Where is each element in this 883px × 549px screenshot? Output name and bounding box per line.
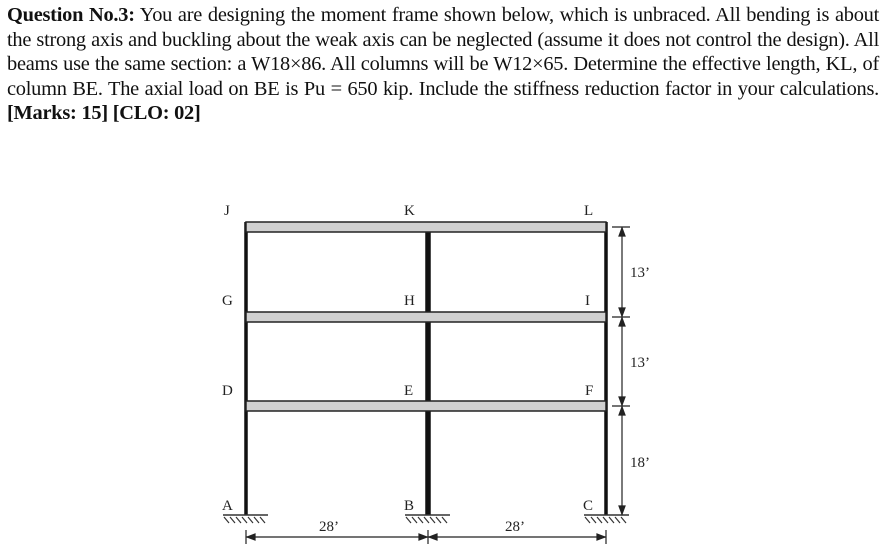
node-label-G: G (222, 293, 233, 309)
question-body: You are designing the moment frame shown below, which is unbraced. All bending is about the strong axis and buckling about the weak axis can be neglected (assume it does not control the design). All beams use the same section: a W18×86. All columns will be W12×65. Determine the effective length, KL, of column BE. The axial load on BE is Pu = 650 kip. Include the stiffness reduction factor in your calculations. (7, 4, 880, 100)
fixed-supports (223, 515, 629, 523)
node-label-K: K (404, 203, 415, 219)
story-height-middle: 13’ (630, 355, 650, 371)
node-label-D: D (222, 383, 233, 399)
node-label-E: E (404, 383, 414, 399)
question-heading: Question No.3: (7, 4, 135, 26)
beam-level2-GHI (246, 312, 606, 322)
beam-level1-DEF (246, 401, 606, 411)
story-height-top: 13’ (630, 265, 650, 281)
node-label-C: C (583, 498, 594, 514)
node-label-I: I (585, 293, 590, 309)
node-label-L: L (584, 203, 594, 219)
fixed-support-A (223, 515, 268, 523)
node-label-B: B (404, 498, 415, 514)
fixed-support-C (584, 515, 629, 523)
node-label-F: F (585, 383, 594, 399)
node-label-J: J (224, 203, 230, 219)
node-label-A: A (222, 498, 233, 514)
node-label-H: H (404, 293, 415, 309)
node-labels (222, 203, 593, 514)
horizontal-dimensions (246, 530, 606, 544)
marks-label: [Marks: 15] (7, 102, 108, 125)
story-height-bottom: 18’ (630, 455, 650, 471)
bay-width-right: 28’ (505, 519, 525, 535)
vertical-dimensions (612, 227, 630, 515)
beam-roof-JKL (246, 222, 606, 232)
bay-width-left: 28’ (319, 519, 339, 535)
columns (246, 222, 606, 515)
fixed-support-B (405, 515, 450, 523)
clo-label: [CLO: 02] (112, 102, 201, 125)
